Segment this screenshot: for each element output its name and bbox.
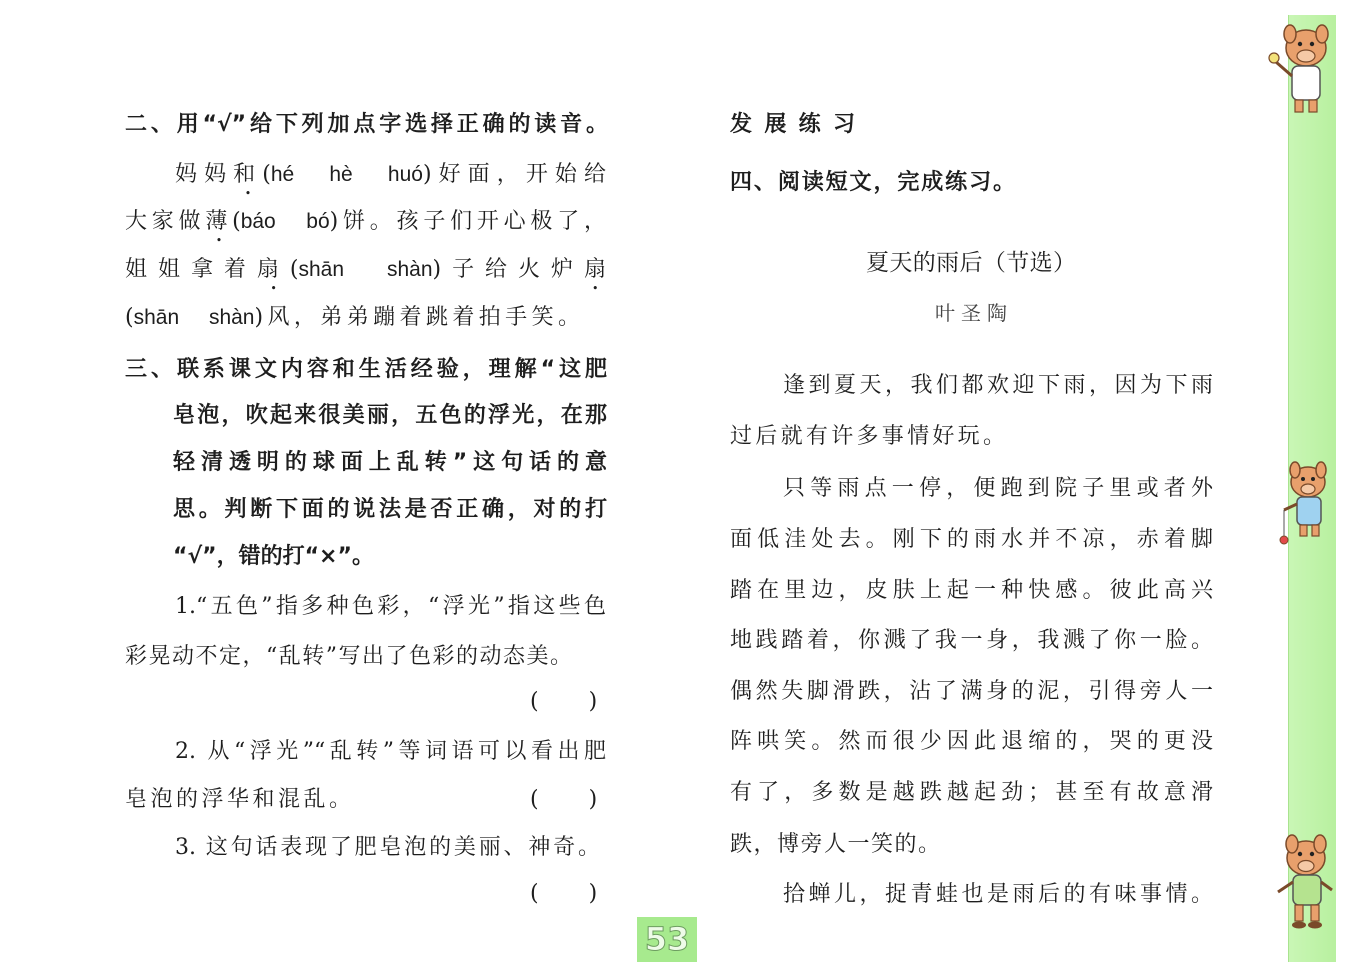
q2-line-2: [125, 206, 606, 238]
cartoon-pig-walking-icon: [1266, 830, 1336, 934]
question-2-title: 二、用“√”给下列加点字选择正确的读音。: [125, 112, 608, 137]
q2-line-3-rest: )子给火炉: [432, 257, 584, 282]
q2-line-2-text: 大家做: [125, 209, 206, 234]
article-title: 夏天的雨后（节选）: [866, 250, 1076, 276]
article-line: 偶然失脚滑跌，沾了满身的泥，引得旁人一: [730, 679, 1213, 704]
article-line: 面低洼处去。刚下的雨水并不凉，赤着脚: [730, 527, 1213, 552]
article-line: 踏在里边，皮肤上起一种快感。彼此高兴: [730, 578, 1213, 603]
question-4-title: 四、阅读短文，完成练习。: [730, 170, 1015, 195]
q2-pinyin-options: shān shàn: [298, 258, 433, 281]
q3-item-3-answer-blank: ( ): [530, 881, 600, 906]
q2-paren-open: (: [125, 305, 134, 330]
q2-pinyin-options: hé hè huó: [270, 163, 423, 186]
q2-line-1-text: 妈妈: [175, 162, 234, 187]
article-line: 只等雨点一停，便跑到院子里或者外: [783, 476, 1213, 501]
q3-item-2-answer-blank: ( ): [530, 787, 600, 812]
q2-dotted-character: 和: [233, 162, 263, 187]
cartoon-pig-yoyo-icon: [1276, 458, 1336, 554]
q3-item-1-line: 彩晃动不定，“乱转”写出了色彩的动态美。: [125, 644, 572, 669]
q3-item-1-line: 1.“五色”指多种色彩，“浮光”指这些色: [175, 594, 606, 619]
q2-line-3: [125, 254, 606, 286]
q2-dotted-character: 扇: [583, 257, 606, 282]
q2-line-3-text: 姐姐拿着: [125, 257, 257, 282]
q2-paren-open: (: [232, 209, 241, 234]
q2-pinyin-options: shān shàn: [133, 306, 255, 329]
q2-pinyin-options: báo bó: [240, 210, 330, 233]
article-author: 叶圣陶: [935, 301, 1007, 325]
question-3-stem-line: 思。判断下面的说法是否正确，对的打: [173, 497, 607, 522]
article-line: 有了，多数是越跌越起劲；甚至有故意滑: [730, 780, 1213, 805]
q2-line-4-rest: )风，弟弟蹦着跳着拍手笑。: [254, 305, 580, 330]
question-3-stem-line: 轻清透明的球面上乱转”这句话的意: [173, 450, 607, 475]
q3-item-2-line: 皂泡的浮华和混乱。: [125, 787, 351, 812]
cartoon-pig-icon: [1262, 18, 1338, 118]
article-line: 阵哄笑。然而很少因此退缩的，哭的更没: [730, 729, 1213, 754]
article-line: 跌，博旁人一笑的。: [730, 832, 940, 857]
q2-line-1-rest: )好面，开始给: [422, 162, 606, 187]
page-number: 53: [644, 920, 690, 958]
q2-line-4: [125, 302, 580, 334]
q3-item-1-answer-blank: ( ): [530, 689, 600, 714]
article-line: 过后就有许多事情好玩。: [730, 424, 1005, 449]
q2-paren-open: (: [289, 257, 299, 282]
q2-dotted-character: 扇: [256, 257, 290, 282]
q2-line-1: [175, 159, 606, 191]
q3-item-2-line: 2. 从“浮光”“乱转”等词语可以看出肥: [175, 739, 606, 764]
section-label: 发展练习: [730, 112, 858, 137]
q2-dotted-character: 薄: [205, 209, 233, 234]
article-line: 地践踏着，你溅了我一身，我溅了你一脸。: [730, 628, 1213, 653]
q3-item-3-line: 3. 这句话表现了肥皂泡的美丽、神奇。: [175, 835, 600, 860]
question-3-stem-line: 三、联系课文内容和生活经验，理解“这肥: [125, 357, 607, 382]
article-line: 逢到夏天，我们都欢迎下雨，因为下雨: [783, 373, 1213, 398]
page-number-box: [637, 917, 697, 962]
question-3-stem-line: “√”，错的打“×”。: [173, 544, 374, 569]
q2-paren-open: (: [262, 162, 271, 187]
question-3-stem-line: 皂泡，吹起来很美丽，五色的浮光，在那: [173, 403, 607, 428]
q2-line-2-rest: )饼。孩子们开心极了，: [329, 209, 606, 234]
article-line: 拾蝉儿，捉青蛙也是雨后的有味事情。: [783, 882, 1213, 907]
